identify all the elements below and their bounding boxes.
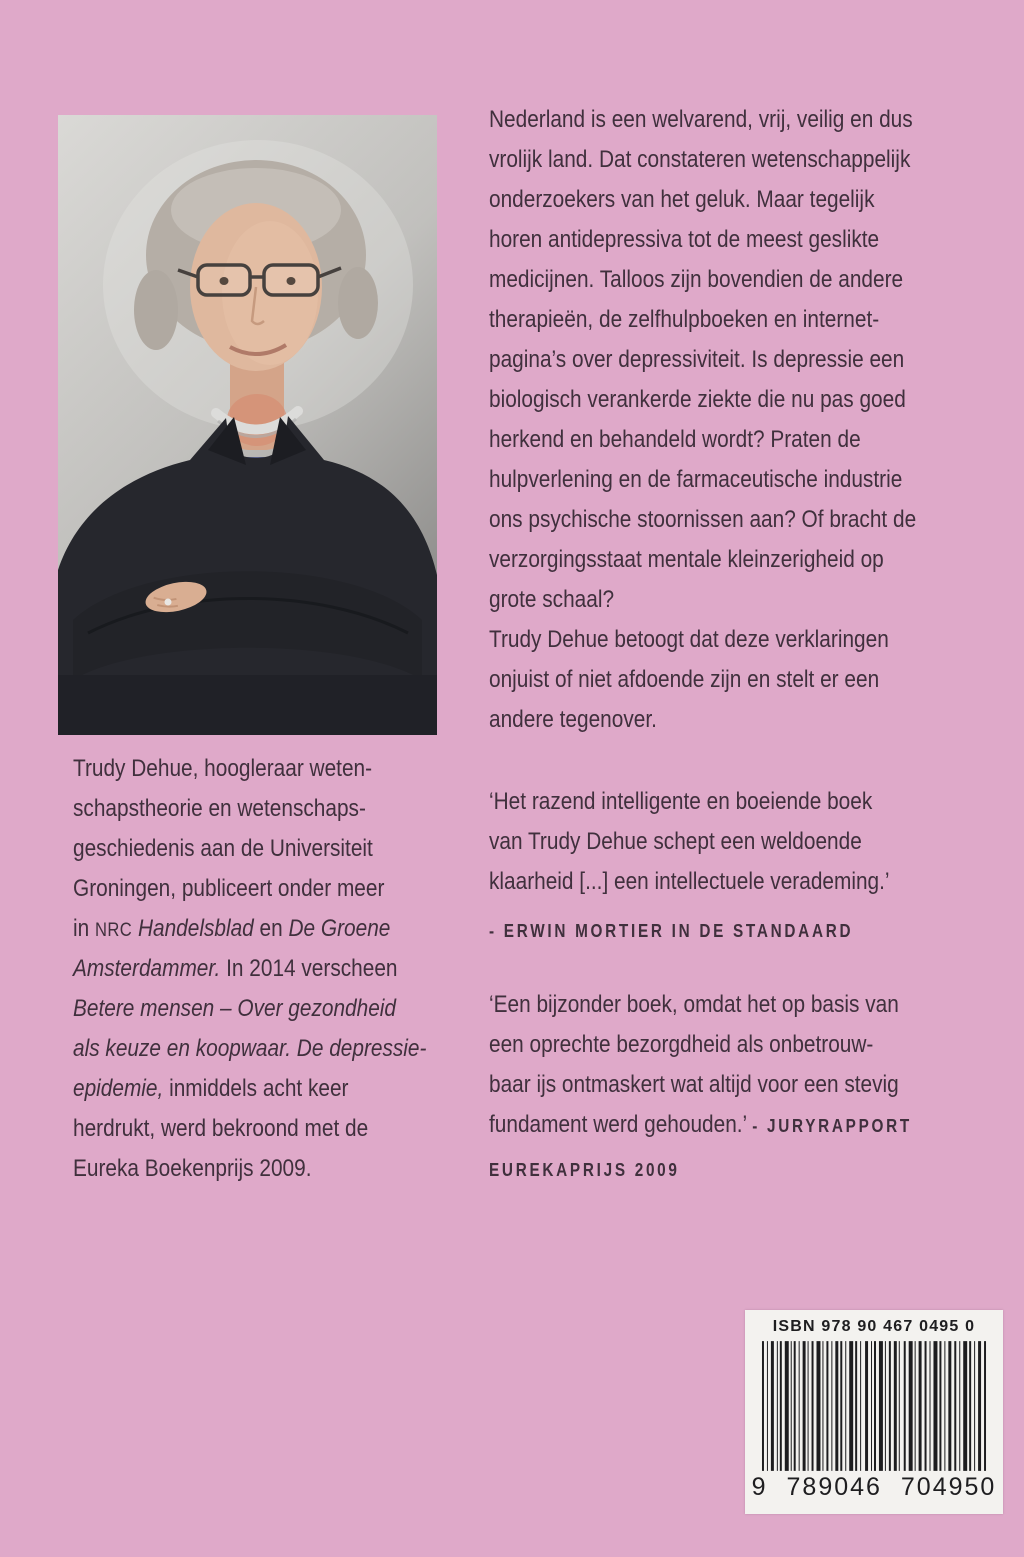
bio-text: en [259,915,289,942]
review-quote-mortier [489,782,1016,948]
blurb-line: onjuist of niet afdoende zijn en stelt er een [489,666,880,693]
quote-line: van Trudy Dehue schept een weldoende [489,828,862,855]
quote-attribution: - ERWIN MORTIER IN DE STANDAARD [489,921,854,941]
blurb-line: medicijnen. Talloos zijn bovendien de andere [489,266,904,293]
quote-line: ‘Een bijzonder boek, omdat het op basis van [489,991,899,1018]
blurb-line: hulpverlening en de farmaceutische industrie [489,466,903,493]
review-quote-jury [489,985,1016,1187]
bio-line: als keuze en koopwaar. De depressie- [73,1035,427,1062]
bio-line [73,909,464,949]
bio-text: in [73,915,96,942]
bio-line [73,1069,464,1109]
quote-line: een oprechte bezorgdheid als onbetrouw- [489,1031,874,1058]
bio-title-amsterdammer: Amsterdammer. [73,955,221,982]
bio-line: Trudy Dehue, hoogleraar weten- [73,755,373,782]
bio-title-epidemie: epidemie, [73,1075,164,1102]
blurb-line: therapieën, de zelfhulpboeken en internet- [489,306,880,333]
barcode-label [745,1310,1003,1514]
blurb-line: grote schaal? [489,586,615,613]
bio-line: herdrukt, werd bekroond met de [73,1115,369,1142]
blurb-line: verzorgingsstaat mentale kleinzerigheid op [489,546,884,573]
blurb-line: herkend en behandeld wordt? Praten de [489,426,861,453]
bio-title-groene: De Groene [288,915,391,942]
barcode-bars [760,1341,988,1471]
blurb-line: andere tegenover. [489,706,657,733]
author-photo-illustration [58,115,437,735]
author-bio [73,749,464,1189]
bio-line: geschiedenis aan de Universiteit [73,835,373,862]
quote-line: ‘Het razend intelligente en boeiende boek [489,788,873,815]
bio-line: schapstheorie en wetenschaps- [73,795,366,822]
blurb-line: vrolijk land. Dat constateren wetenschappelijk [489,146,911,173]
quote-line: baar ijs ontmaskert wat altijd voor een stevig [489,1071,899,1098]
bio-line [73,949,464,989]
bio-text: inmiddels acht keer [163,1075,349,1102]
quote-line [489,1105,1016,1145]
blurb-line: Nederland is een welvarend, vrij, veilig en dus [489,106,913,133]
author-photo [58,115,437,735]
ring [165,599,172,606]
isbn-text: ISBN 978 90 467 0495 0 [772,1318,976,1335]
bio-line: Betere mensen – Over gezondheid [73,995,396,1022]
blurb-line: ons psychische stoornissen aan? Of bracht de [489,506,917,533]
quote-attribution: - JURYRAPPORT [752,1116,912,1136]
blurb-line: Trudy Dehue betoogt dat deze verklaringen [489,626,889,653]
quote-line: klaarheid [...] een intellectuele verademing.’ [489,868,890,895]
bio-text: In 2014 verscheen [220,955,398,982]
bio-line: Groningen, publiceert onder meer [73,875,385,902]
bio-nrc: NRC [95,919,133,941]
blurb-line: onderzoekers van het geluk. Maar tegelijk [489,186,875,213]
barcode-number: 9 789046 704950 [751,1473,997,1501]
quote-attribution: EUREKAPRIJS 2009 [489,1160,680,1180]
bio-line: Eureka Boekenprijs 2009. [73,1155,312,1182]
bio-title-handelsblad: Handelsblad [132,915,260,942]
quote-text: fundament werd gehouden.’ [489,1111,753,1138]
blurb-line: biologisch verankerde ziekte die nu pas goed [489,386,906,413]
back-cover-blurb [489,100,1016,740]
blurb-line: pagina’s over depressiviteit. Is depressie een [489,346,905,373]
blurb-line: horen antidepressiva tot de meest geslikte [489,226,880,253]
